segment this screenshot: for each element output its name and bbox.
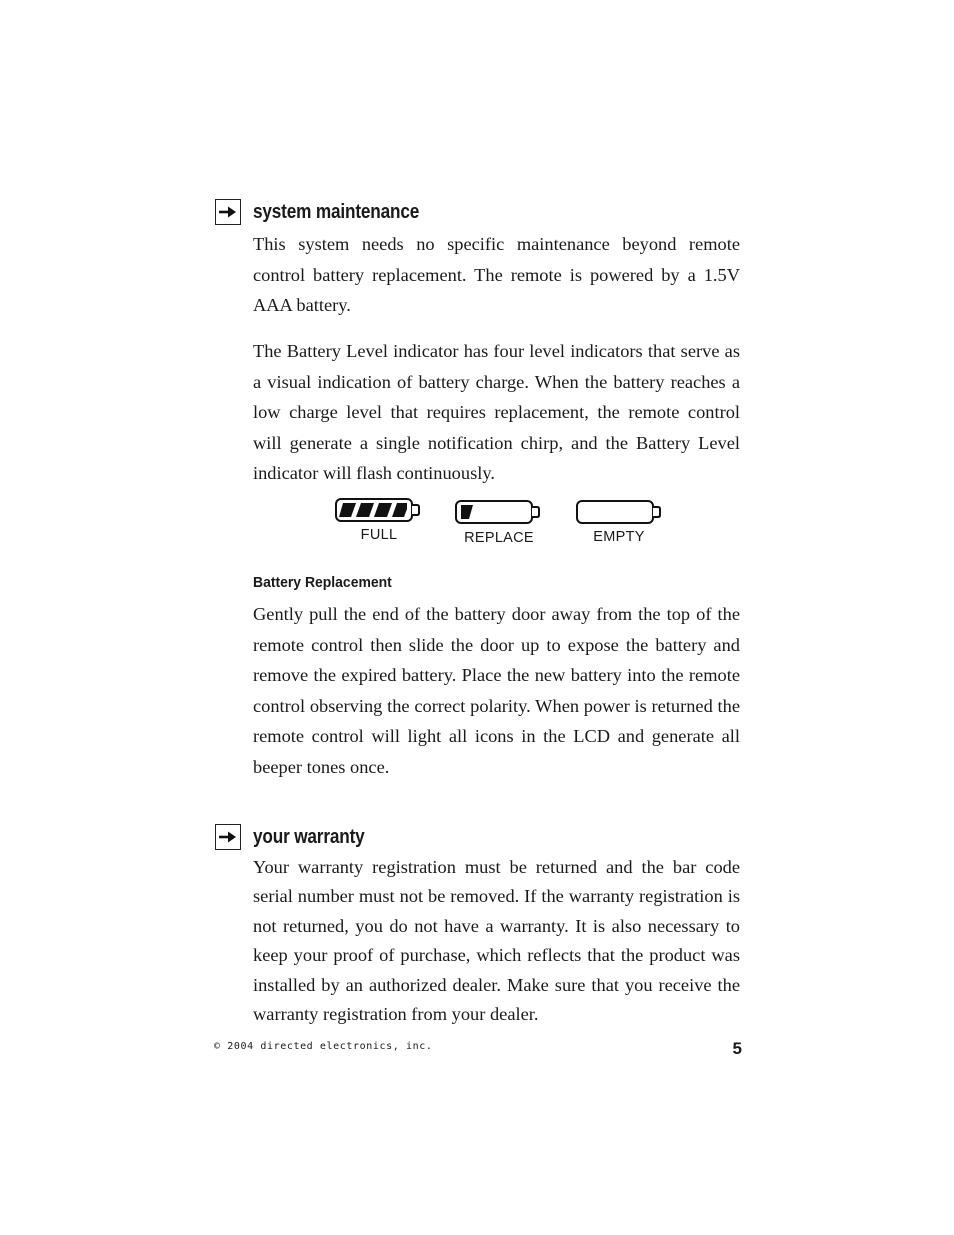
battery-full-icon xyxy=(336,499,419,521)
section-title: your warranty xyxy=(253,826,365,848)
maintenance-paragraph-2: The Battery Level indicator has four level indicators that serve as a visual indication of battery charge. When the battery reaches a low charge level that requires replacement, the remote control will generate a single notification chirp, and the Battery Level indicator will flash continuously. xyxy=(253,341,740,484)
battery-label-empty: EMPTY xyxy=(593,529,645,545)
battery-low-icon xyxy=(456,501,539,523)
battery-empty-icon xyxy=(577,501,660,523)
battery-level-figure xyxy=(330,495,670,555)
battery-replacement-paragraph: Gently pull the end of the battery door away from the top of the remote control then slide the door up to expose the battery and remove the expired battery. Place the new battery into the remote control observing the correct polarity. When power is returned the remote control will light all icons in the LCD and generate all beeper tones once. xyxy=(253,604,740,777)
right-arrow-icon xyxy=(215,199,241,225)
battery-label-replace: REPLACE xyxy=(464,530,534,546)
battery-replacement-heading: Battery Replacement xyxy=(253,574,392,591)
right-arrow-icon xyxy=(215,824,241,850)
maintenance-paragraph-1: This system needs no specific maintenance beyond remote control battery replacement. The remote is powered by a 1.5V AAA battery. xyxy=(253,234,740,316)
copyright-notice: © 2004 directed electronics, inc. xyxy=(214,1041,433,1052)
section-title: system maintenance xyxy=(253,201,420,223)
warranty-paragraph: Your warranty registration must be returned and the bar code serial number must not be removed. If the warranty registration is not returned, you do not have a warranty. It is also necessary to keep your proof of purchase, which reflects that the product was installed by an authorized dealer. Make sure that you receive the warranty registration from your dealer. xyxy=(253,857,740,1025)
battery-label-full: FULL xyxy=(360,527,398,543)
page-number: 5 xyxy=(732,1039,742,1058)
